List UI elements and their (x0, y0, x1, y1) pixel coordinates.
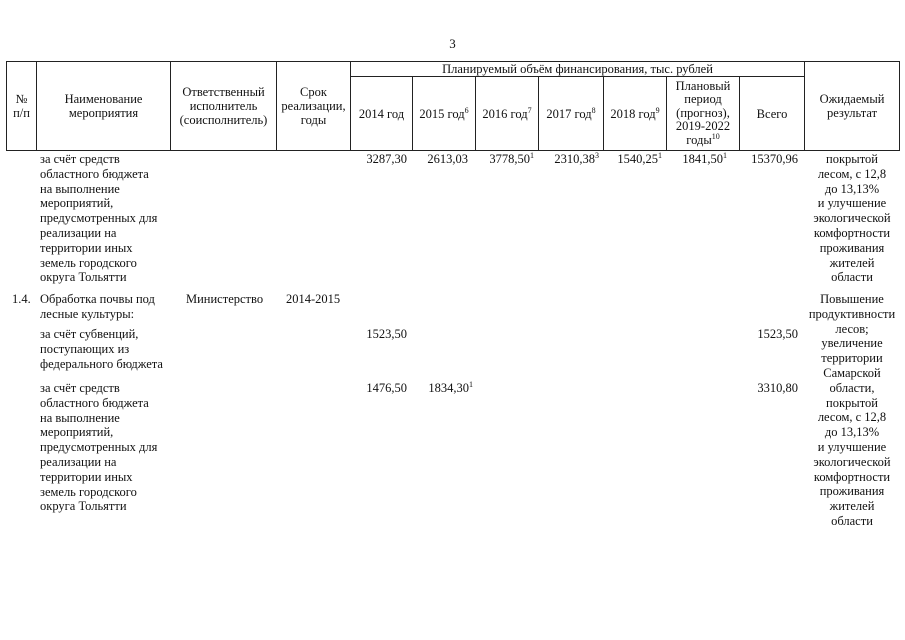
row1-2018: 1540,25$^1$ (617, 150, 662, 166)
row4-2015: 1834,30$^1$ (428, 379, 473, 395)
row1-2015: 2613,03 (427, 152, 468, 166)
header-expected-result: Ожидаемый результат (819, 92, 885, 120)
row1-planned: 1841,50$^1$ (682, 150, 727, 166)
row4-name: за счёт средств областного бюджета на выполнение мероприятий, предусмотренных для реализации на территории иных земель городского округа Тольятти (40, 381, 158, 514)
header-2017: 2017 год$^8$ (546, 105, 596, 121)
row4-2014: 1476,50 (366, 381, 407, 395)
row1-2017: 2310,38$^3$ (554, 150, 599, 166)
header-executor: Ответственный исполнитель (соисполнитель) (179, 85, 268, 127)
header-2016: 2016 год$^7$ (482, 105, 532, 121)
header-2015: 2015 год$^6$ (419, 105, 469, 121)
row2-name: Обработка почвы под лесные культуры: (40, 292, 155, 321)
header-2014: 2014 год (358, 106, 405, 121)
row1-total: 15370,96 (751, 152, 798, 166)
row1-2016: 3778,50$^1$ (489, 150, 534, 166)
header-bottom-border (6, 150, 899, 151)
row1-name: за счёт средств областного бюджета на выполнение мероприятий, предусмотренных для реализации на территории иных земель городского округа Тольятти (40, 152, 158, 285)
row1-2014: 3287,30 (366, 152, 407, 166)
row3-2014: 1523,50 (366, 327, 407, 341)
page-number: 3 (449, 36, 456, 51)
header-planned-period: Плановый период (прогноз), 2019-2022 годы$^{10}$ (675, 78, 731, 147)
row3-total: 1523,50 (757, 327, 798, 341)
header-term: Срок реализации, годы (281, 85, 346, 127)
header-activity-name: Наименование мероприятия (64, 92, 143, 120)
header-total: Всего (756, 106, 788, 121)
header-number: № п/п (13, 92, 30, 120)
header-funding-group: Планируемый объём финансирования, тыс. рублей (442, 62, 713, 76)
row2-executor: Министерство (186, 292, 264, 306)
row2-term: 2014-2015 (286, 292, 341, 306)
row2-result: Повышение продуктивности лесов; увеличение территории Самарской области, покрытой лесом, с 12,8 до 13,13% и улучшение экологической комфортности проживания жителей области (808, 292, 896, 528)
row2-number: 1.4. (12, 292, 31, 306)
row1-result: покрытой лесом, с 12,8 до 13,13% и улучшение экологической комфортности проживания жителей области (813, 152, 891, 285)
header-2018: 2018 год$^9$ (610, 105, 660, 121)
row3-name: за счёт субвенций, поступающих из федерального бюджета (40, 327, 163, 371)
row4-total: 3310,80 (757, 381, 798, 395)
table-right-border (899, 61, 900, 151)
